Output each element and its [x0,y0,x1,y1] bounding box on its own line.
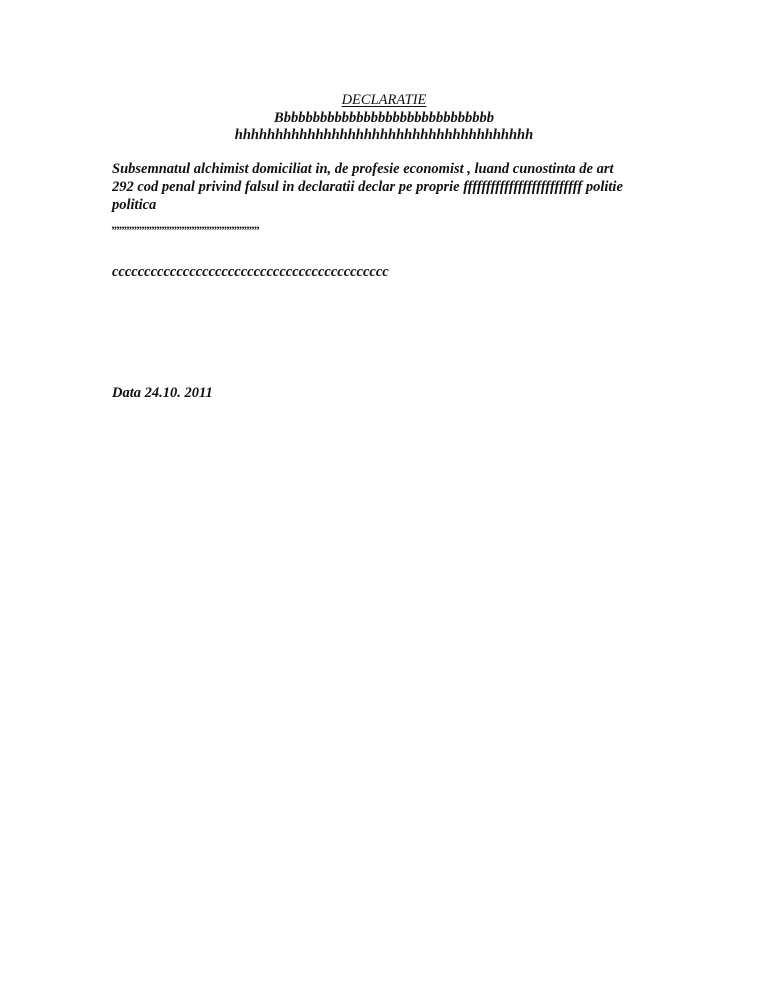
date-line: Data 24.10. 2011 [112,385,213,401]
document-title: DECLARATIE [341,92,427,108]
subtitle-line-1: Bbbbbbbbbbbbbbbbbbbbbbbbbbbbbb [274,110,494,126]
paragraph-line-3: politica [112,197,157,213]
paragraph-line-1: Subsemnatul alchimist domiciliat in, de profesie economist , luand cunostinta de art [112,161,614,177]
document-title-line [0,91,768,109]
subtitle-line-2: hhhhhhhhhhhhhhhhhhhhhhhhhhhhhhhhhhhhh [234,127,534,143]
declaration-paragraph [112,160,672,214]
paragraph-line-2: 292 cod penal privind falsul in declaratii declar pe proprie ffffffffffffffffffffffffff politie [112,179,623,195]
c-repeat-line: ccccccccccccccccccccccccccccccccccccccccccc [112,264,389,280]
comma-line: ,,,,,,,,,,,,,,,,,,,,,,,,,,,,,,,,,,,,,,,,,,,,,,,,,,,,,,,,,,, [112,217,260,231]
